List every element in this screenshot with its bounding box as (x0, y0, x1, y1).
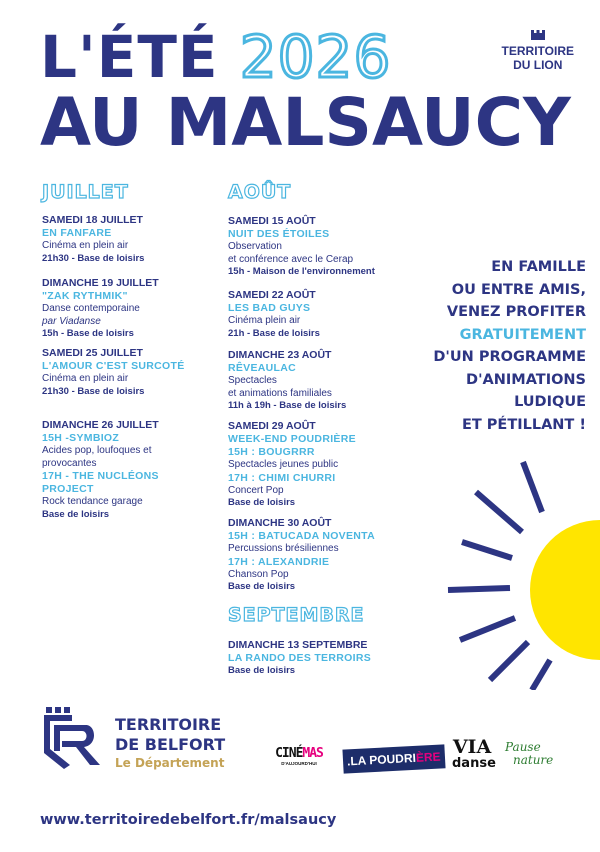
tagline-line: D'UN PROGRAMME (433, 349, 586, 365)
belfort-line2: DE BELFORT (115, 735, 226, 754)
event-desc: Chanson Pop (228, 568, 289, 580)
event-date: SAMEDI 15 AOÛT (228, 215, 316, 227)
event-aout-23 (228, 349, 403, 413)
event-aout-22 (228, 289, 403, 340)
belfort-line1: TERRITOIRE (115, 715, 222, 734)
event-info: 21h30 - Base de loisirs (42, 252, 145, 264)
tagline (396, 256, 586, 436)
month-septembre: SEPTEMBRE (228, 604, 365, 626)
sun-icon (420, 450, 600, 690)
event-desc: Spectacles jeunes public (228, 459, 339, 470)
event-info: 15h - Base de loisirs (42, 328, 134, 339)
event-date: SAMEDI 25 JUILLET (42, 347, 143, 359)
pause-nature-logo (505, 741, 565, 767)
event-name-3: 17H : CHIMI CHURRI (228, 471, 336, 484)
event-info: Base de loisirs (228, 665, 296, 676)
event-aout-30 (228, 517, 403, 594)
event-desc: Acides pop, loufoques et (42, 445, 152, 456)
title-line1 (40, 23, 392, 91)
territoire-de-belfort-logo (40, 705, 260, 775)
poudriere-a: .LA POUDRI (346, 750, 417, 769)
event-desc: Rock tendance garage (42, 496, 143, 507)
event-date: DIMANCHE 19 JUILLET (42, 277, 159, 289)
event-date: SAMEDI 18 JUILLET (42, 214, 143, 226)
event-juillet-26 (42, 419, 217, 521)
event-name: NUIT DES ÉTOILES (228, 228, 330, 240)
event-name: L'AMOUR C'EST SURCOTÉ (42, 360, 185, 372)
tagline-line: LUDIQUE (514, 394, 586, 410)
event-name: "ZAK RYTHMIK" (42, 290, 128, 302)
event-name: LES BAD GUYS (228, 302, 311, 314)
event-desc: provocantes (42, 457, 97, 469)
event-info: 21h30 - Base de loisirs (42, 385, 145, 397)
event-desc: Cinéma en plein air (42, 373, 129, 384)
cinemas-b: MAS (302, 746, 323, 761)
event-date: SAMEDI 22 AOÛT (228, 289, 316, 301)
belfort-line3: Le Département (115, 756, 225, 770)
poudriere-b: ÈRE (415, 749, 441, 765)
event-info: 21h - Base de loisirs (228, 327, 320, 339)
title-ete: L'ÉTÉ (40, 23, 219, 91)
pause-2: nature (513, 753, 554, 767)
lion-line2: DU LION (513, 58, 563, 72)
event-date: DIMANCHE 26 JUILLET (42, 419, 159, 431)
event-info: 15h - Maison de l'environnement (228, 266, 375, 277)
event-info: 11h à 19h - Base de loisirs (228, 400, 347, 411)
territoire-du-lion-logo (502, 30, 574, 72)
event-juillet-25 (42, 347, 217, 398)
event-date: SAMEDI 29 AOÛT (228, 420, 316, 432)
event-name: LA RANDO DES TERROIRS (228, 652, 371, 664)
title-line2: AU MALSAUCY (40, 84, 571, 161)
event-name-2: 17H : ALEXANDRIE (228, 555, 330, 568)
la-poudriere-logo (342, 744, 445, 773)
event-juillet-19 (42, 277, 217, 341)
belfort-text (115, 715, 225, 771)
event-date: DIMANCHE 13 SEPTEMBRE (228, 639, 368, 651)
event-aout-15 (228, 215, 418, 279)
event-desc: Cinéma plein air (228, 315, 301, 326)
event-desc-italic: par Viadanse (42, 315, 101, 327)
event-desc: Concert Pop (228, 484, 284, 496)
event-date: DIMANCHE 30 AOÛT (228, 517, 332, 529)
event-desc: Observation (228, 241, 282, 252)
territoire-belfort-logo-icon (40, 705, 104, 769)
tagline-line: ET PÉTILLANT ! (461, 416, 586, 433)
event-aout-29 (228, 420, 403, 510)
event-desc: et conférence avec le Cerap (228, 253, 354, 265)
viadanse-1: VIA (452, 736, 492, 758)
viadanse-2: danse (452, 756, 496, 771)
month-juillet: JUILLET (42, 181, 129, 203)
lion-line1: TERRITOIRE (501, 44, 574, 58)
cinemas-logo (273, 747, 325, 767)
event-name: 15H -SYMBIOZ (42, 432, 120, 444)
title-year: 2026 (239, 23, 392, 91)
website-link[interactable]: www.territoiredebelfort.fr/malsaucy (40, 812, 337, 828)
tagline-line: D'ANIMATIONS (466, 371, 586, 388)
pause-1: Pause (505, 740, 541, 754)
event-desc: Cinéma en plein air (42, 240, 129, 251)
tagline-line: VENEZ PROFITER (446, 304, 586, 320)
event-name-2b: PROJECT (42, 483, 94, 495)
event-info: Base de loisirs (228, 497, 296, 508)
tagline-highlight: GRATUITEMENT (459, 326, 586, 343)
tagline-line: OU ENTRE AMIS, (451, 281, 586, 298)
event-name-2: 15H : BOUGRRR (228, 446, 315, 458)
event-date: DIMANCHE 23 AOÛT (228, 349, 332, 361)
event-info: Base de loisirs (42, 508, 110, 520)
event-sept-13 (228, 639, 418, 678)
cinemas-sub: D'AUJOURD'HUI (281, 761, 317, 766)
event-name: RÊVEAULAC (228, 362, 297, 374)
month-aout: AOÛT (228, 181, 292, 203)
tagline-line: EN FAMILLE (491, 259, 586, 275)
lion-crown-icon (502, 30, 574, 44)
event-name: 15H : BATUCADA NOVENTA (228, 530, 375, 542)
event-desc: Spectacles (228, 375, 277, 386)
event-name-2: 17H - THE NUCLÉONS (42, 470, 159, 482)
event-info: Base de loisirs (228, 581, 296, 592)
event-desc: et animations familiales (228, 387, 332, 399)
event-juillet-18 (42, 214, 217, 265)
event-name: EN FANFARE (42, 227, 112, 239)
cinemas-a: CINÉ (275, 746, 303, 761)
viadanse-logo (452, 736, 496, 771)
event-name: WEEK-END POUDRIÈRE (228, 433, 356, 445)
event-desc: Percussions brésiliennes (228, 543, 339, 554)
event-desc: Danse contemporaine (42, 303, 140, 314)
